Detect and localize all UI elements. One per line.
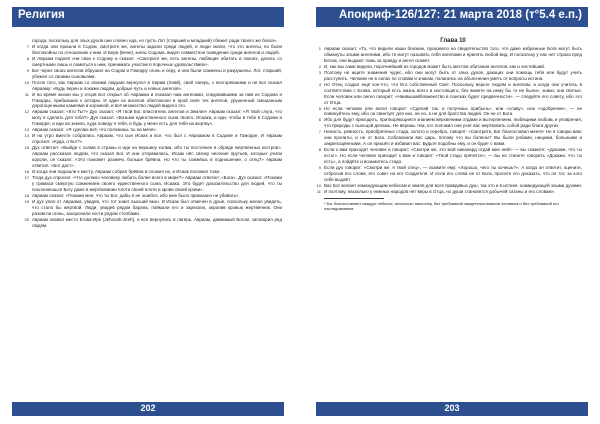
verse	[318, 147, 582, 165]
verse	[26, 43, 282, 56]
verse-number: 10	[316, 182, 321, 188]
right-page	[304, 0, 600, 424]
verse-text: Тогда дух спросил: «Что должно человеку любить более всего в мире?» Авраам ответил: «Бога». Дух сказал: «Покажи у гримаси смертую сожжением своего единственного сына, Исаака. Это будет доказательство для людей, что ты поклоняешься Богу даже в жертвовании плоти своей плоти и крови своей крови».	[32, 174, 282, 192]
verse-text: Авраам сказал: «То, что видели наши близкие, произвело на свидетельство того, что даже избранные Бога могут быть обмануты злыми ангелами, ибо те могут называть себя ангелами и принять любой вид. И поскольку у нас нет страха пред Богом, они выдают ложь за правду и ангел скажет.	[324, 46, 582, 63]
verse	[24, 133, 282, 145]
verse-text: После того, как Авраам со своими людьми вернулся в Хирим (Хевй), свой лагерь, с несгоревшими и не Бог сказал Аврааму: «Будь верен и покажи людям, добрые путь и новых ангелов».	[32, 79, 282, 91]
verse-number: 12	[24, 109, 29, 115]
left-page-body	[24, 38, 282, 394]
verse	[24, 216, 282, 229]
verse-text: И во время жизни мы у отцов Бог открыл об Авраама и показал нам ангелами, следовавшими за ним из Содома и Гоморры, прибывших к алтарю. И один из ангелов обеспокоен в ярой силе тех ангелов, урушенный смешанным дорогоценными камнями и корзиной, и всё множество людей видело это.	[32, 91, 282, 109]
left-page-title: Религия	[18, 9, 65, 21]
left-page	[0, 0, 296, 424]
verse	[24, 198, 282, 217]
verse-text: Поэтому не ищите знамения чудес, ибо они могут быть от злых духов, дающих они помощь тебя или будут учить расступить. Человек не в силах по словам и знакам, полагаясь на объяснения уметь от вопросы истина.	[324, 69, 582, 81]
verse-text: Если дух говорит: «Смотри же, я твой отец», — скажите ему: «Хорошо, чего ты хочешь?». А когда он ответит, оцените, отбросив его слова, его совет на его Создателя. И если его слова не от Бога, просите его доказать, что он тот, за кого себя выдаёт.	[324, 165, 582, 182]
verse-number: 7	[318, 129, 321, 135]
verse-number: 9	[318, 165, 321, 171]
verse-number: 8	[26, 55, 29, 61]
right-page-title: Апокриф-126/127: 21 марта 2018 (т°5.4 е.п.)	[338, 9, 582, 21]
verse	[26, 67, 282, 80]
verse-number: 16	[24, 168, 29, 174]
left-verse-list	[24, 43, 282, 229]
verse-number: 10	[24, 79, 29, 85]
verse-number: 11	[24, 91, 29, 97]
verse-number: 4	[318, 81, 321, 87]
verse-text: Ибо для будут приходить, притворяющиеся знанием вёрхвеними отдами и вытерпением, любящими любовь и уповрения, что природы с пыльцой делаюь. Не веришь тем, кто положил они учат вас жертвовать собой ради блага других.	[324, 117, 582, 129]
verse-number: 7	[26, 43, 29, 49]
verse-text: Ненасть, ревность, приобретенье стада, золото и серебро, говорят: «Смотрите, Бог благословил меня!» Но я говорю вам: они пропиты, и не от Бога. Соблазнили вас царь, потому что вы болены? Вы были робами, нищими, больными и закрепощёнными. А он пришёл и избавил вас. Будьте подобны ему, и он будет с вами.	[324, 129, 582, 147]
verse	[26, 55, 282, 68]
verse-text: И на утро вместе собрались Авраам, что сын Исаак и все, что был с Авраамом в Содоме и Гоморре. И Авраам спросил: «Куда, о Бог?»	[32, 133, 282, 145]
left-page-footer	[12, 402, 284, 416]
verse-number: 15	[24, 145, 29, 151]
verse-text: Авраам сказал: «Я сделаю всё, что положишь ты на меня».	[32, 127, 158, 133]
verse	[316, 188, 582, 195]
right-page-header	[316, 7, 588, 27]
footnote: ¹ Бог благословляет каждую небесах, несколько наклонну, без требований свидетельствовали человека и без требований его наследованием.	[324, 200, 559, 211]
verse-number: 20	[24, 216, 29, 222]
verse-text: Авраам сказал: «Покажи мне, что ты Бог, дабы я не ошибся, ибо мне было приказано не убивать».	[32, 192, 240, 198]
verse-text: И дух упал от Авраама, увидев, что тот знает высший вкон. И Исаак был отмечен в душе, поскольку желал увидеть, что стало бы жертвой. Люди, увидев рядом барана, поймали его и зарезали, окропив кровью жертвенник. Они разожгли огонь, захоронили кости рядом столбами.	[32, 198, 282, 216]
verse	[318, 165, 582, 183]
verse-text: И, как мы сами видели, порочнейший из городов может быть местом обитания ангелов, как и чистейший.	[324, 63, 546, 69]
verse-number: 19	[24, 198, 29, 204]
verse-number: 13	[24, 127, 29, 133]
page-number-left: 202	[140, 403, 156, 413]
verse-number: 5	[318, 105, 321, 111]
verse-text: Но Отец создал ещё кое-что, что Его собственный Свет. Поскольку верьте людям и ангелам, а когда они учитесь в соответствии с Ехова, который есть жизнь всего и настоящего, без живете на нему бы то не были», знаки, они святые. Если человек или ангел говорит: «Наивышайблаженство в поисках будет предвечности», — следуйте его совету, ибо это от Отца.	[324, 81, 582, 105]
verse-text: Но если человек или ангел говорит: «Сделай так, и получишь прибыль», или «славу», или «одобрение», — не повинуйтесь ему, ибо он свинтует для них, не но, а не для братства людей. Он не от Бога.	[324, 105, 582, 117]
verse-text: Вас Бог желает командующим небесам и земля для всех правдивых душ, так это и в истине, командующей злыми духами.	[324, 182, 583, 188]
verse	[24, 79, 282, 92]
right-verse-list	[316, 46, 583, 195]
left-page-header	[12, 7, 284, 27]
book-gutter	[296, 0, 304, 424]
verse-text: И когда они пришли в Содом, смотрите же, ангелы задали среди людей, и люди знали, что это ангелы, но были беспокойны по отношению к ним. И Бера (Бене), князь Содома, видел совместное поведение среди ангелов и людей.	[32, 43, 282, 55]
verse-text: Дух ответил: «Выйди с холма в страны и иди на вершину холма, ибо ты постоянен в обряде жертвенных костров». Авраам рассказал людям, что сказал Бог. И они отправились, Исаак нёс связку несения прутьев, которых учили короли, он сказал: «Это поможет разжечь больше брёвна. Но что ты сожжёшь в подношение, о отец?» Авраам ответил: «Бог даст».	[32, 145, 282, 169]
verse	[318, 46, 582, 64]
right-page-body	[316, 38, 583, 394]
verse-text: Если к вам приходит человек и говорит: «Смотри же, это мой никанард отдай мне ней!» — вы скажите: «Докажи, что ты есть!». Но если человек приходит к вам и говорит: «Твой стадо прячется», — вы не станете говорить «Докажи, что ты есть», а пойдёте и возьмитесь стадо.	[324, 147, 582, 165]
verse-number: 9	[26, 67, 29, 73]
verse-number: 17	[24, 174, 29, 180]
page-number-right: 203	[444, 403, 460, 413]
verse-text: И Авраам поднял очи свои к Содому и сказал: «Смотрите же, есть ангелы, любящие обитать в покоях, делать со смертными лишь и ломиться к ним, принимать участие в порочных удовольствиях».	[32, 55, 282, 67]
right-page-footer	[316, 402, 588, 416]
verse	[24, 145, 282, 169]
verse-text: И когда они подошли к месту, Авраам собрал брёвна и сложил их, и Исаак положил тоже.	[32, 168, 221, 174]
verse	[24, 174, 282, 193]
continuation-paragraph: города, поскольку для злых духов они словно еда, но пусть Лот (старший и младший) сбежит ради твоего же блага».	[32, 38, 278, 43]
verse-number: 14	[24, 133, 29, 139]
footnote-divider	[324, 198, 384, 199]
verse-text: Бог через своих ангелов обрушил на Содом и Гоморру огонь и серу, и они были сожжены и разрушены. Лот, старший, убежал со своими сыновьями.	[32, 67, 282, 79]
chapter-heading: Глава 10	[440, 38, 466, 44]
verse	[318, 81, 582, 106]
verse	[318, 129, 582, 147]
verse-number: 3	[318, 69, 321, 75]
verse-number: 1	[318, 46, 321, 51]
verse	[24, 109, 282, 127]
verse-number: 18	[24, 192, 29, 198]
verse-text: Авраам сказал: «Кто Ты?» Дух сказал: «Я твой Бог, властитель ангелов и Земли!» Авраам сказал: «Я твой слуга, что могу я сделать для тебя?» Дух сказал: «Возьми единственного сына твоего, Исаака, и иди, чтобы в тебе в Содоме и Гоморре, и иди на землю, куда поведу я тебя, и будь у меня есть для тебя на жертву».	[32, 109, 282, 127]
verse-number: 6	[318, 117, 321, 123]
verse-number: 2	[318, 63, 321, 69]
verse	[318, 69, 582, 82]
verse-text: И поэтому, насколько у нежных народов нет веры в Отца, но души становятся добычей сатаны и его словам».	[324, 188, 556, 194]
verse-number: 11	[316, 188, 321, 194]
verse	[24, 91, 282, 110]
verse-text: Авраам назвал место Егова-Ире (Jehovah-Jireh), и все вернулись в лагерь. Авраам, движимый Богом, заговорил ряд людям.	[32, 216, 282, 228]
verse	[318, 105, 582, 118]
verse-number: 8	[318, 147, 321, 153]
verse	[318, 117, 582, 129]
